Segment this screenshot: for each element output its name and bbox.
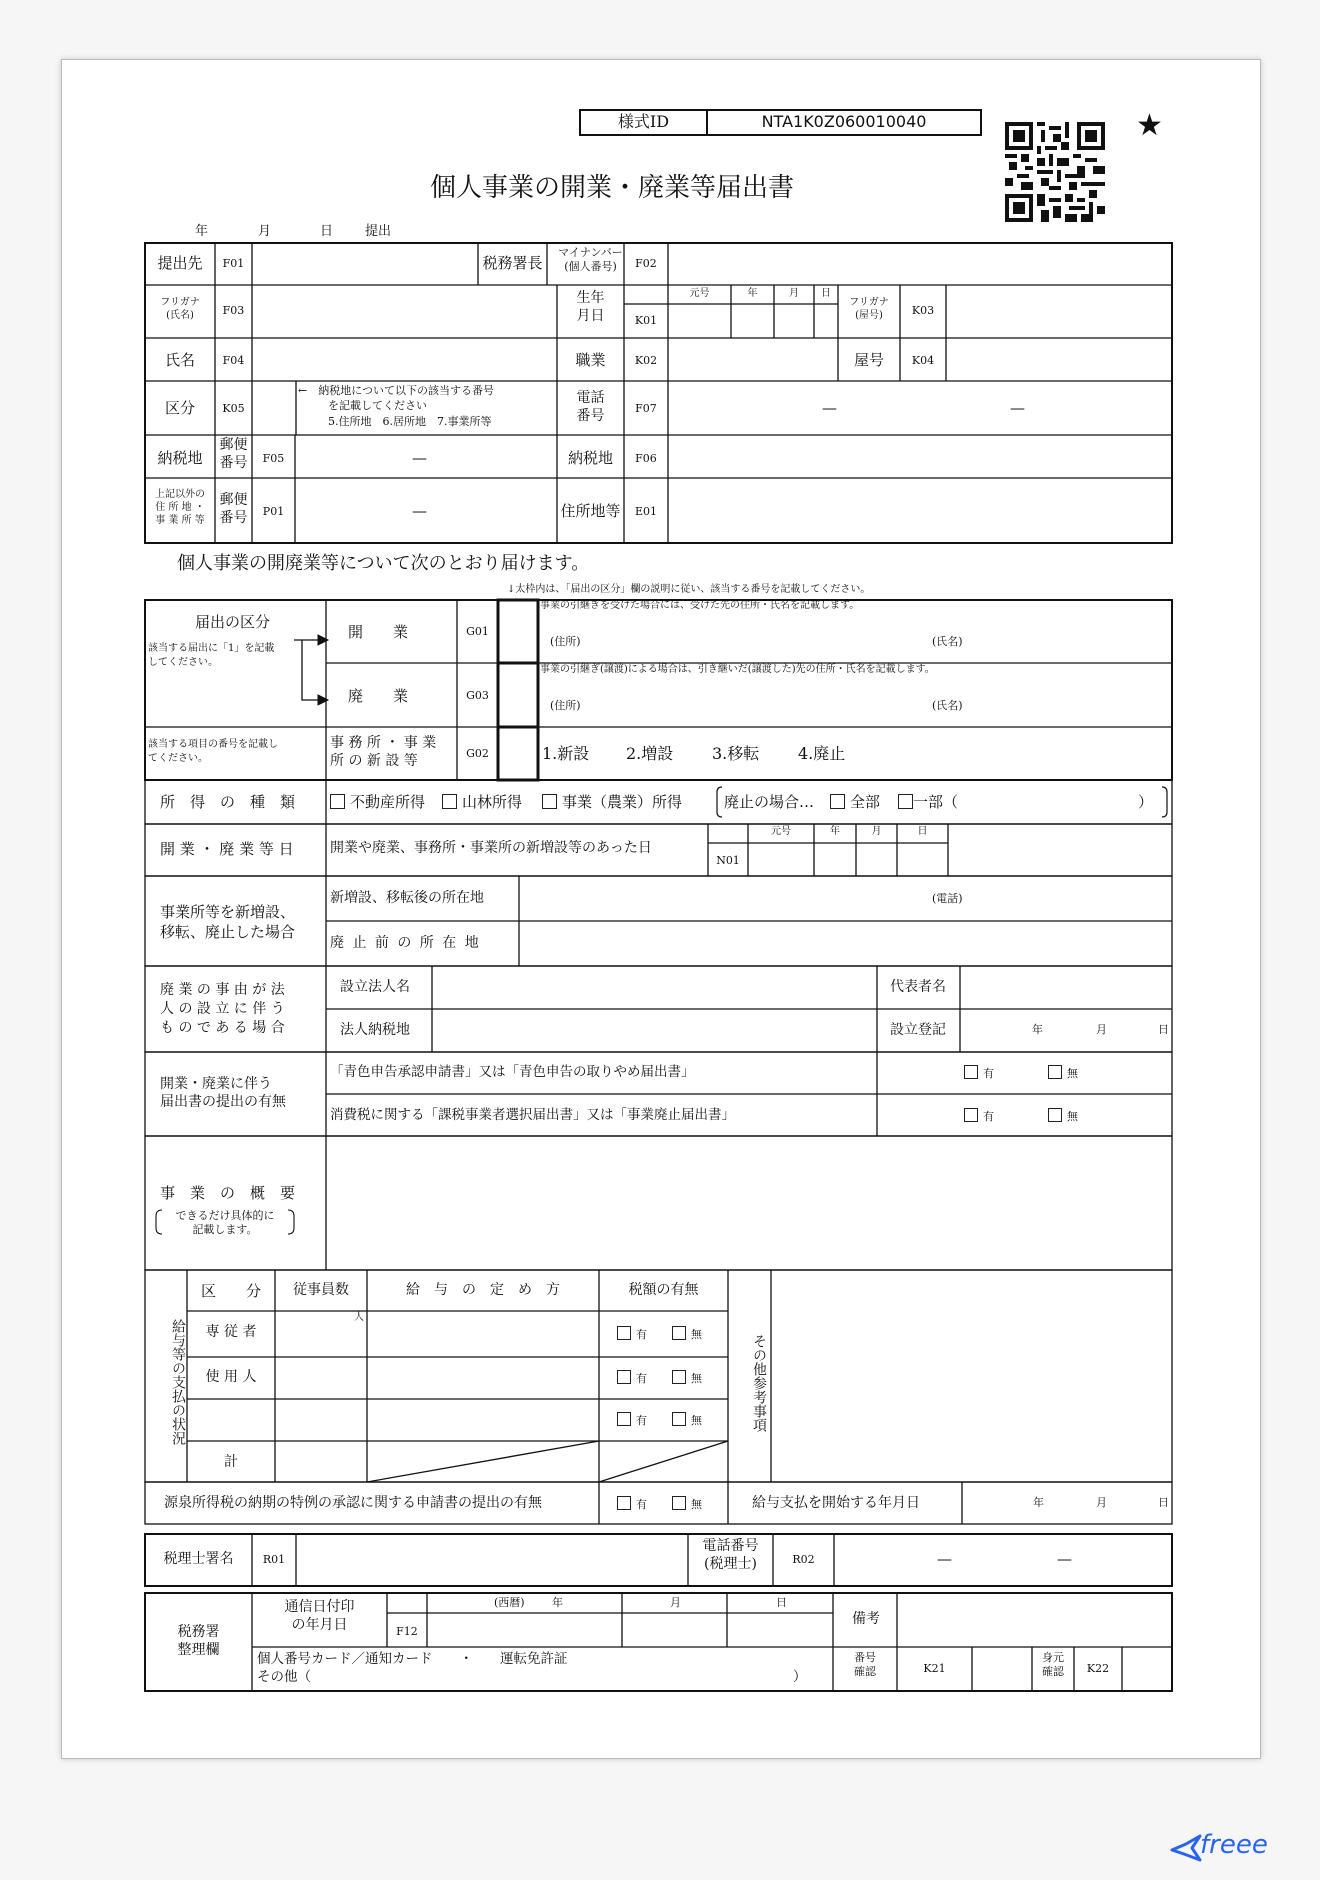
gensen-no[interactable]: 無 [672,1496,702,1511]
code-n01: N01 [716,854,740,867]
code-e01: E01 [634,505,658,518]
intro-text: 個人事業の開廃業等について次のとおり届けます。 [177,553,590,574]
income-part[interactable]: 一部（ [898,793,958,811]
tax-r2-no-checkbox[interactable] [672,1370,686,1384]
tel-dash-2: — [1010,399,1025,417]
freee-bird-icon [1170,1832,1204,1866]
open-name: (氏名) [932,635,963,648]
qr-code-icon [1005,122,1105,222]
name-label: 氏名 [164,351,195,369]
submit-label: 提出 [365,224,392,239]
code-f04: F04 [222,354,245,367]
code-k01: K01 [634,314,658,327]
name-field[interactable] [252,338,557,381]
tax-r1-yes-checkbox[interactable] [617,1326,631,1340]
salary-tax-head: 税額の有無 [628,1282,699,1298]
code-f12: F12 [396,1625,418,1638]
number-check-label: 番号 確認 [854,1651,876,1678]
corp-month: 月 [1096,1023,1107,1036]
close-name: (氏名) [932,699,963,712]
summary-field[interactable] [326,1136,1172,1270]
zeirishi-tel-label: 電話番号 (税理士) [702,1538,759,1572]
other-ref-field[interactable] [771,1270,1172,1482]
comm-date-label: 通信日付印 の年月日 [284,1599,355,1634]
salary-count-head: 従事員数 [293,1282,349,1298]
office-row2-label: 廃 止 前 の 所 在 地 [330,935,481,951]
open-input[interactable] [499,601,537,662]
tax-r3-yes-checkbox[interactable] [617,1412,631,1426]
zeirishi-label: 税理士署名 [163,1551,234,1567]
mynumber-field[interactable] [668,243,1172,285]
code-g02: G02 [466,747,489,760]
close-note: 事業の引継ぎ(譲渡)による場合は、引き継いだ(譲渡した)先の住所・氏名を記載します。 [540,664,935,675]
birth-era: 元号 [689,288,710,299]
close-addr: (住所) [550,699,581,712]
code-g01: G01 [466,625,489,638]
corp-addr-label: 法人納税地 [340,1022,410,1038]
openday-label: 開 業 ・ 廃 業 等 日 [160,840,294,858]
tel-dash-1: — [822,399,837,417]
salary-rule-head: 給 与 の 定 め 方 [406,1282,560,1298]
corp-rep-label: 代表者名 [890,979,946,995]
tax-r3-no[interactable]: 無 [672,1412,702,1427]
submit-month: 月 [258,224,272,239]
forms-row2: 消費税に関する「課税事業者選択届出書」又は「事業廃止届出書」 [330,1107,735,1123]
tax-r1-yes[interactable]: 有 [617,1326,647,1341]
code-k21: K21 [923,1662,946,1675]
id-check-row2: その他（ [257,1669,311,1685]
freee-logo [1170,1830,1280,1870]
corp-name-label: 設立法人名 [340,979,410,995]
addr-label: 住所地等 [560,502,621,520]
comm-seireki: (西暦) [494,1596,525,1609]
zeirishi-sign-field[interactable] [296,1534,688,1586]
forms-row1-yes[interactable]: 有 [964,1065,994,1080]
zeirishi-dash-1: — [937,1550,952,1568]
gensen-yes[interactable]: 有 [617,1496,647,1511]
nozei2-label: 納税地 [567,449,613,467]
kubun-note: ← 納税地について以下の該当する番号 を記載してください 5.住所地 6.居所地 7.事業所等 [298,384,494,428]
gensen-day: 日 [1158,1496,1169,1509]
office-row1-label: 新増設、移転後の所在地 [330,890,484,906]
income-business[interactable]: 事業（農業）所得 [542,793,682,811]
open-label: 開 業 [348,623,409,641]
id-check-row1: 個人番号カード／通知カード ・ 運転免許証 [257,1651,568,1667]
job-label: 職業 [575,351,606,369]
forms-row1-no[interactable]: 無 [1048,1065,1078,1080]
openday-year: 年 [830,826,840,837]
birth-year: 年 [747,288,758,299]
post2-label: 郵便 番号 [219,492,248,526]
zeirishi-dash-2: — [1057,1550,1072,1568]
identity-check-label: 身元 確認 [1042,1651,1064,1678]
gensen-label: 源泉所得税の納期の特例の承認に関する申請書の提出の有無 [164,1495,542,1511]
forms-row1-no-checkbox[interactable] [1048,1065,1062,1079]
forms-row2-yes[interactable]: 有 [964,1108,994,1123]
post-label: 郵便 番号 [219,437,248,471]
income-realestate[interactable]: 不動産所得 [330,793,425,811]
salary-row-employee: 使 用 人 [205,1369,257,1385]
office-hint: 該当する項目の番号を記載し てください。 [148,739,278,764]
gensen-month: 月 [1096,1496,1107,1509]
code-f02: F02 [635,257,657,270]
office-use-label: 税務署 整理欄 [177,1624,220,1659]
office-new-address-field[interactable] [519,876,1172,921]
all-checkbox[interactable] [830,794,845,809]
biko-label: 備考 [852,1611,880,1627]
code-f06: F06 [635,452,657,465]
openday-month: 月 [871,826,882,837]
forms-row2-no-checkbox[interactable] [1048,1108,1062,1122]
dest-label: 提出先 [157,254,203,272]
corp-reg-label: 設立登記 [890,1022,946,1038]
furigana-trade-label: フリガナ (屋号) [849,297,889,321]
opt-expand: 2.増設 [626,744,674,763]
code-r01: R01 [262,1553,286,1566]
code-k04: K04 [911,354,935,367]
opt-new: 1.新設 [542,744,590,763]
tax-r2-yes[interactable]: 有 [617,1370,647,1385]
submit-day: 日 [320,224,334,239]
summary-note: できるだけ具体的に 記載します。 [175,1209,275,1237]
form-id-value: NTA1K0Z060010040 [761,112,927,131]
other-ref-label: その他参考事項 [751,1334,767,1432]
birth-month: 月 [789,288,799,299]
tax-office-field[interactable] [252,243,478,285]
office-label: 事業所等を新増設、 移転、廃止した場合 [160,903,296,941]
corp-year: 年 [1032,1023,1043,1036]
star-icon: ★ [1136,108,1163,143]
code-p01: P01 [262,505,285,518]
gensen-year: 年 [1033,1496,1044,1509]
furigana-name-label: フリガナ (氏名) [160,297,200,321]
forest-checkbox[interactable] [442,794,457,809]
id-check-paren: ） [793,1669,807,1685]
comm-day: 日 [776,1596,787,1609]
close-input[interactable] [499,664,537,726]
post-dash: — [412,449,427,467]
tax-r2-yes-checkbox[interactable] [617,1370,631,1384]
office-new-label: 事 務 所 ・ 事 業 所 の 新 設 等 [330,735,437,770]
code-k03: K03 [911,304,935,317]
office-tel: (電話) [932,892,963,905]
tel-label: 電話 番号 [576,390,605,424]
tax-r3-yes[interactable]: 有 [617,1412,647,1427]
furigana-name-field[interactable] [252,285,557,338]
code-f07: F07 [635,402,657,415]
comm-year: 年 [552,1596,563,1609]
nozei-label: 納税地 [157,449,203,467]
kubun-sec-hint: 該当する届出に「1」を記載 してください。 [148,643,275,668]
code-f05: F05 [262,452,285,465]
birth-day: 日 [821,288,831,299]
realestate-checkbox[interactable] [330,794,345,809]
gensen-yes-checkbox[interactable] [617,1496,631,1510]
office-old-address-field[interactable] [519,921,1172,966]
code-r02: R02 [792,1553,815,1566]
forms-row1-yes-checkbox[interactable] [964,1065,978,1079]
address-field[interactable] [668,478,1172,543]
tax-r2-no[interactable]: 無 [672,1370,702,1385]
other-address-label: 上記以外の 住 所 地 ・ 事 業 所 等 [155,489,205,526]
close-label: 廃 業 [348,687,409,705]
post2-dash: — [412,502,427,520]
form-id-label: 様式ID [617,112,670,131]
income-paren: ） [1138,793,1154,811]
corp-name-field[interactable] [432,966,877,1009]
income-forest[interactable]: 山林所得 [442,793,522,811]
salary-kubun-head: 区 分 [200,1282,261,1300]
forms-row2-no[interactable]: 無 [1048,1108,1078,1123]
form-page [61,59,1261,1759]
tax-r1-no[interactable]: 無 [672,1326,702,1341]
business-checkbox[interactable] [542,794,557,809]
salary-row-total: 計 [224,1454,238,1470]
salary-row-family: 専 従 者 [205,1324,257,1340]
form-title: 個人事業の開業・廃業等届出書 [429,173,794,203]
opt-move: 3.移転 [712,744,760,763]
code-g03: G03 [466,689,489,702]
open-note: 事業の引継ぎを受けた場合には、受けた先の住所・氏名を記載します。 [540,600,860,611]
corp-day: 日 [1158,1023,1169,1036]
birth-label: 生年 月日 [576,290,605,324]
code-f01: F01 [222,257,245,270]
income-close-label: 廃止の場合… [724,793,815,811]
nozei-field[interactable] [668,435,1172,478]
intro-note: ↓太枠内は、「届出の区分」欄の説明に従い、該当する番号を記載してください。 [507,584,871,595]
submit-year: 年 [195,224,209,239]
gensen-no-checkbox[interactable] [672,1496,686,1510]
forms-label: 開業・廃業に伴う 届出書の提出の有無 [160,1076,286,1111]
trade-label: 屋号 [853,351,884,369]
code-k22: K22 [1086,1662,1110,1675]
opt-abolish: 4.廃止 [798,744,846,763]
income-label: 所 得 の 種 類 [160,793,296,811]
tax-chief-label: 税務署長 [482,254,543,272]
corp-label: 廃 業 の 事 由 が 法 人 の 設 立 に 伴 う も の で あ る 場 合 [160,982,285,1036]
part-checkbox[interactable] [898,794,913,809]
openday-day: 日 [917,826,928,837]
corp-addr-field[interactable] [432,1009,877,1052]
openday-desc: 開業や廃業、事務所・事業所の新増設等のあった日 [330,840,652,856]
tax-r3-no-checkbox[interactable] [672,1412,686,1426]
code-f03: F03 [222,304,245,317]
code-k02: K02 [634,354,658,367]
open-addr: (住所) [550,635,581,648]
salary-unit: 人 [354,1312,364,1323]
office-new-input[interactable] [499,728,537,779]
gensen-start-label: 給与支払を開始する年月日 [752,1495,920,1511]
kubun-label: 区分 [164,399,195,417]
income-all[interactable]: 全部 [830,793,880,811]
openday-era: 元号 [771,826,791,837]
summary-label: 事 業 の 概 要 [160,1184,296,1202]
code-k05: K05 [222,402,245,415]
freee-wordmark: freee [1200,1830,1268,1860]
kubun-sec-label: 届出の区分 [195,613,271,631]
forms-row1: 「青色申告承認申請書」又は「青色申告の取りやめ届出書」 [330,1064,695,1080]
mynumber-label: マイナンバー (個人番号) [558,246,623,273]
forms-row2-yes-checkbox[interactable] [964,1108,978,1122]
comm-month: 月 [670,1596,681,1609]
salary-side-label: 給与等の支払の状況 [170,1319,186,1445]
tax-r1-no-checkbox[interactable] [672,1326,686,1340]
